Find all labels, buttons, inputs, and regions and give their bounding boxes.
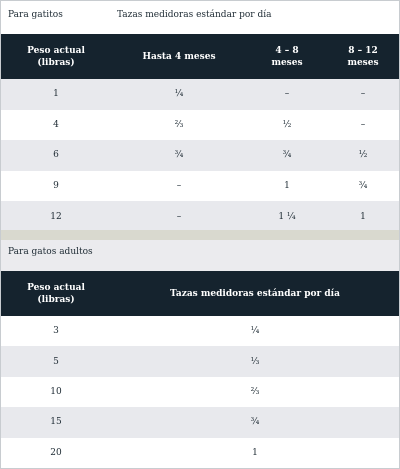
cell-weight: 12 [1,201,111,232]
col-header-4-8 [247,34,327,79]
table-row [1,316,399,346]
kittens-header-row [1,34,399,79]
cell-weight: 6 [1,140,111,171]
cell-weight: 10 [1,377,111,407]
col-header-cups [111,271,399,316]
cell-8-12: ¾ [327,171,399,202]
cell-4-8: 1 [247,171,327,202]
cell-8-12: 1 [327,201,399,232]
col-header-weight-text: Peso actual (libras) [27,282,85,305]
cell-cups: ⅔ [111,377,399,407]
table-row [1,171,399,202]
cell-cups: ¼ [111,316,399,346]
cell-weight: 4 [1,110,111,141]
cell-cups: ¾ [111,407,399,437]
cell-weight: 5 [1,346,111,376]
table-row [1,438,399,468]
adults-section-header [1,240,399,271]
col-header-up-to-4 [111,34,247,79]
cell-weight: 1 [1,79,111,110]
adults-header-row [1,271,399,316]
table-row [1,140,399,171]
col-header-up-to-4-text: Hasta 4 meses [142,51,216,62]
kittens-section-label: Para gatitos [8,10,63,20]
kittens-cups-caption: Tazas medidoras estándar por día [117,10,272,20]
kittens-section-header [1,1,399,34]
table-row [1,79,399,110]
cell-8-12: – [327,110,399,141]
table-row [1,201,399,232]
cell-up-to-4: – [111,201,247,232]
col-header-weight [1,34,111,79]
cell-8-12: – [327,79,399,110]
col-header-8-12 [327,34,399,79]
cell-8-12: ½ [327,140,399,171]
cell-up-to-4: ⅔ [111,110,247,141]
section-divider [1,230,399,240]
adults-section-label: Para gatos adultos [8,247,93,257]
cell-weight: 3 [1,316,111,346]
col-header-8-12-text: 8 – 12 meses [347,45,379,68]
cell-cups: ⅓ [111,346,399,376]
col-header-4-8-text: 4 – 8 meses [271,45,303,68]
cell-up-to-4: – [111,171,247,202]
cell-4-8: 1 ¼ [247,201,327,232]
cell-weight: 15 [1,407,111,437]
cell-4-8: – [247,79,327,110]
cell-up-to-4: ¼ [111,79,247,110]
cell-weight: 9 [1,171,111,202]
kittens-table [1,34,399,232]
cell-up-to-4: ¾ [111,140,247,171]
cell-weight: 20 [1,438,111,468]
col-header-weight-text: Peso actual (libras) [27,45,85,68]
table-row [1,377,399,407]
table-row [1,110,399,141]
cell-cups: 1 [111,438,399,468]
adults-table [1,271,399,468]
col-header-cups-text: Tazas medidoras estándar por día [170,288,340,299]
table-row [1,407,399,437]
table-row [1,346,399,376]
cell-4-8: ½ [247,110,327,141]
cell-4-8: ¾ [247,140,327,171]
col-header-weight [1,271,111,316]
